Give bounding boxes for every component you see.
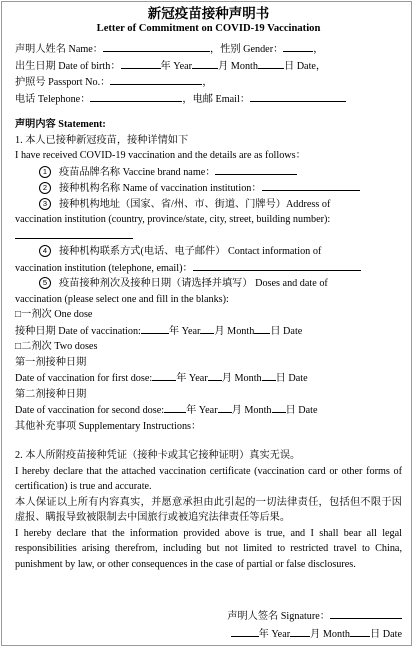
institution-address-label: 接种机构地址（国家、省/州、市、街道、门牌号）Address of xyxy=(59,198,331,210)
institution-address-label-cont: vaccination institution (country, province/state, city, street, building number): xyxy=(15,214,331,225)
year-label: 年 Year xyxy=(186,405,218,416)
first-dose-date-label: Date of vaccination for first dose: xyxy=(15,373,153,384)
form-title-english: Letter of Commitment on COVID-19 Vaccination xyxy=(96,23,321,34)
institution-contact-field[interactable] xyxy=(193,260,361,271)
institution-contact-row-cont xyxy=(15,260,402,277)
second-dose-year-field[interactable] xyxy=(164,402,186,413)
institution-contact-row xyxy=(15,244,402,260)
supplementary-row xyxy=(15,419,402,435)
institution-name-row xyxy=(15,180,402,197)
date-label: 日 Date xyxy=(285,405,318,416)
name-gender-row xyxy=(15,41,402,58)
declaration-form xyxy=(1,1,412,646)
date-label: 日 Date， xyxy=(283,60,327,72)
item1-chinese: 1. 本人已接种新冠疫苗，接种详情如下 xyxy=(15,134,189,146)
supplementary-label: 其他补充事项 Supplementary Instructions： xyxy=(15,420,202,432)
item3-english: I hereby declare that the information provided above is true, and I shall bear all legal responsibilities arising therefrom, including but not limited to restricted travel to China, punishment by law, or other consequences in the case of partial or false disclosures. xyxy=(15,527,402,570)
gender-label: ，性别 Gender： xyxy=(210,44,284,55)
year-label: 年 Year xyxy=(258,629,291,640)
month-label: 月 Month xyxy=(310,629,351,640)
month-label: 月 Month xyxy=(221,373,262,384)
institution-address-field[interactable] xyxy=(15,228,133,239)
signature-field[interactable] xyxy=(330,608,402,619)
institution-address-row xyxy=(15,197,402,213)
item3-chinese: 本人保证以上所有内容真实，并愿意承担由此引起的一切法律责任，包括但不限于因虚报、瞒报导致被限制去中国旅行或被追究法律责任等后果。 xyxy=(15,496,402,523)
dob-month-field[interactable] xyxy=(192,58,218,69)
one-dose-month-field[interactable] xyxy=(200,323,214,334)
doses-label-cont: vaccination (please select one and fill in the blanks): xyxy=(15,293,229,305)
passport-end: ， xyxy=(202,77,213,88)
email-label: ，电邮 Email： xyxy=(182,93,251,105)
form-title-chinese: 新冠疫苗接种声明书 xyxy=(147,6,270,21)
item2-english: I hereby declare that the attached vaccination certificate (vaccination card or other forms of certification) is true and accurate. xyxy=(15,465,402,492)
name-field[interactable] xyxy=(103,41,210,52)
item1-english: I have received COVID-19 vaccination and the details are as follows： xyxy=(15,150,306,161)
vaccine-brand-field[interactable] xyxy=(215,164,297,175)
first-dose-date-field[interactable] xyxy=(262,370,276,381)
year-label: 年 Year xyxy=(160,60,193,72)
number-3-icon: 3 xyxy=(39,198,51,210)
signature-date-field[interactable] xyxy=(350,626,370,637)
email-field[interactable] xyxy=(250,91,346,102)
second-dose-date-row xyxy=(15,402,402,419)
one-dose-date-field[interactable] xyxy=(254,323,270,334)
number-4-icon: 4 xyxy=(39,245,51,257)
number-5-icon: 5 xyxy=(39,277,51,289)
signature-year-field[interactable] xyxy=(231,626,259,637)
two-doses-checkbox[interactable]: □二剂次 Two doses xyxy=(15,341,98,352)
second-dose-month-field[interactable] xyxy=(218,402,232,413)
dob-year-field[interactable] xyxy=(121,58,161,69)
name-label: 声明人姓名 Name： xyxy=(15,44,103,55)
year-label: 年 Year xyxy=(168,325,201,337)
one-dose-checkbox[interactable]: □一剂次 One dose xyxy=(15,309,93,320)
dob-date-field[interactable] xyxy=(258,58,284,69)
dob-label: 出生日期 Date of birth： xyxy=(15,60,121,72)
date-label: 日 Date xyxy=(275,373,308,384)
year-label: 年 Year xyxy=(176,373,208,384)
contact-row xyxy=(15,91,402,108)
item2-chinese: 2. 本人所附疫苗接种凭证（接种卡或其它接种证明）真实无误。 xyxy=(15,450,301,461)
phone-label: 电话 Telephone： xyxy=(15,93,91,105)
dob-row xyxy=(15,58,402,75)
second-dose-cn: 第二剂接种日期 xyxy=(15,388,87,400)
institution-contact-label-cont: vaccination institution (telephone, email)： xyxy=(15,262,193,274)
passport-row xyxy=(15,74,402,91)
vaccine-brand-row xyxy=(15,164,402,181)
date-label: 日 Date xyxy=(270,325,303,337)
signature-month-field[interactable] xyxy=(290,626,310,637)
signature-date-row xyxy=(2,626,402,643)
one-dose-date-row xyxy=(15,323,402,340)
second-dose-date-field[interactable] xyxy=(272,402,286,413)
doses-label: 疫苗接种剂次及接种日期（请选择并填写） Doses and date of xyxy=(59,278,328,289)
first-dose-year-field[interactable] xyxy=(152,370,176,381)
number-1-icon: 1 xyxy=(39,166,51,178)
first-dose-date-row xyxy=(15,370,402,387)
doses-row xyxy=(15,276,402,292)
phone-field[interactable] xyxy=(90,91,182,102)
first-dose-cn: 第一剂接种日期 xyxy=(15,356,87,368)
gender-field[interactable] xyxy=(283,41,313,52)
second-dose-date-label: Date of vaccination for second dose: xyxy=(15,405,165,416)
month-label: 月 Month xyxy=(214,325,255,337)
gender-end: ， xyxy=(313,44,324,55)
month-label: 月 Month xyxy=(218,60,258,72)
date-label: 日 Date xyxy=(370,629,402,640)
passport-field[interactable] xyxy=(110,74,202,85)
passport-label: 护照号 Passport No.： xyxy=(15,77,111,88)
statement-heading: 声明内容 Statement: xyxy=(15,119,106,130)
institution-name-label: 接种机构名称 Name of vaccination institution： xyxy=(59,183,262,194)
number-2-icon: 2 xyxy=(39,182,51,194)
signature-label: 声明人签名 Signature： xyxy=(227,611,330,622)
first-dose-month-field[interactable] xyxy=(208,370,222,381)
vaccine-brand-label: 疫苗品牌名称 Vaccine brand name： xyxy=(59,166,216,178)
one-dose-date-label: 接种日期 Date of vaccination: xyxy=(15,325,141,337)
month-label: 月 Month xyxy=(231,405,272,416)
signature-row xyxy=(2,608,402,625)
one-dose-year-field[interactable] xyxy=(141,323,169,334)
institution-name-field[interactable] xyxy=(262,180,360,191)
institution-address-line xyxy=(15,228,402,245)
institution-contact-label: 接种机构联系方式(电话、电子邮件） Contact information of xyxy=(59,246,322,257)
